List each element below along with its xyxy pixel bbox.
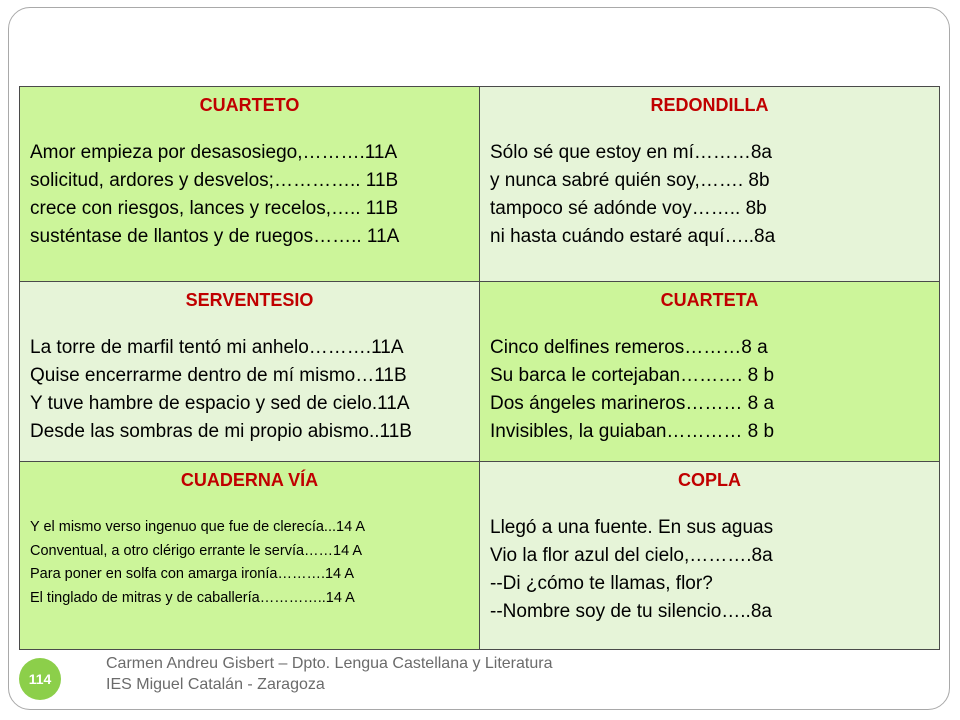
footer-author: Carmen Andreu Gisbert – Dpto. Lengua Castellana y Literatura [106,655,553,672]
table-row [20,87,940,282]
verse-list [490,139,929,251]
verse-line: Y el mismo verso ingenuo que fue de clerecía...14 A [30,519,366,535]
stanza-title: COPLA [678,470,741,490]
stanza-title: REDONDILLA [650,95,769,115]
copla-cell [480,462,940,650]
verse-line: Vio la flor azul del cielo,……….8a [490,545,773,566]
stanza-title: CUARTETA [660,290,759,310]
verse-list [30,516,469,610]
verse-list [30,139,469,251]
stanza-title: CUARTETO [199,95,300,115]
serventesio-cell [20,282,480,462]
verse-list [30,334,469,446]
verse-line: El tinglado de mitras y de caballería…………..14 A [30,589,355,606]
cuaderna-via-cell [20,462,480,650]
cuarteto-cell [20,87,480,282]
verse-line: Llegó a una fuente. En sus aguas [490,517,774,538]
verse-line: ni hasta cuándo estaré aquí…..8a [490,226,776,247]
verse-line: Quise encerrarme dentro de mí mismo…11B [30,365,407,386]
verse-line: Invisibles, la guiaban………… 8 b [490,421,775,442]
table-row [20,282,940,462]
table-row [20,462,940,650]
verse-line: Su barca le cortejaban………. 8 b [490,365,775,386]
stanza-table [19,86,940,650]
verse-list [490,514,929,626]
verse-list [490,334,929,446]
footer [106,653,552,695]
verse-line: Para poner en solfa con amarga ironía……….14 A [30,566,355,582]
redondilla-cell [480,87,940,282]
verse-line: Sólo sé que estoy en mí………8a [490,142,772,163]
stanza-title: CUADERNA VÍA [180,470,319,490]
verse-line: Conventual, a otro clérigo errante le servía……14 A [30,542,363,559]
verse-line: Y tuve hambre de espacio y sed de cielo.11A [30,393,410,414]
verse-line: tampoco sé adónde voy…….. 8b [490,198,767,219]
verse-line: crece con riesgos, lances y recelos,….. 11B [30,198,399,219]
cuarteta-cell [480,282,940,462]
verse-line: y nunca sabré quién soy,……. 8b [490,170,770,191]
verse-line: Desde las sombras de mi propio abismo..11B [30,421,412,442]
verse-line: susténtase de llantos y de ruegos…….. 11A [30,226,400,247]
verse-line: La torre de marfil tentó mi anhelo……….11A [30,337,404,358]
verse-line: --Nombre soy de tu silencio…..8a [490,601,772,622]
verse-line: Cinco delfines remeros………8 a [490,337,768,358]
page-number-badge: 114 [19,658,61,700]
footer-school: IES Miguel Catalán - Zaragoza [106,676,325,693]
verse-line: Dos ángeles marineros……… 8 a [490,393,775,414]
verse-line: solicitud, ardores y desvelos;………….. 11B [30,170,399,191]
verse-line: Amor empieza por desasosiego,……….11A [30,142,398,163]
stanza-title: SERVENTESIO [185,290,314,310]
verse-line: --Di ¿cómo te llamas, flor? [490,573,713,594]
